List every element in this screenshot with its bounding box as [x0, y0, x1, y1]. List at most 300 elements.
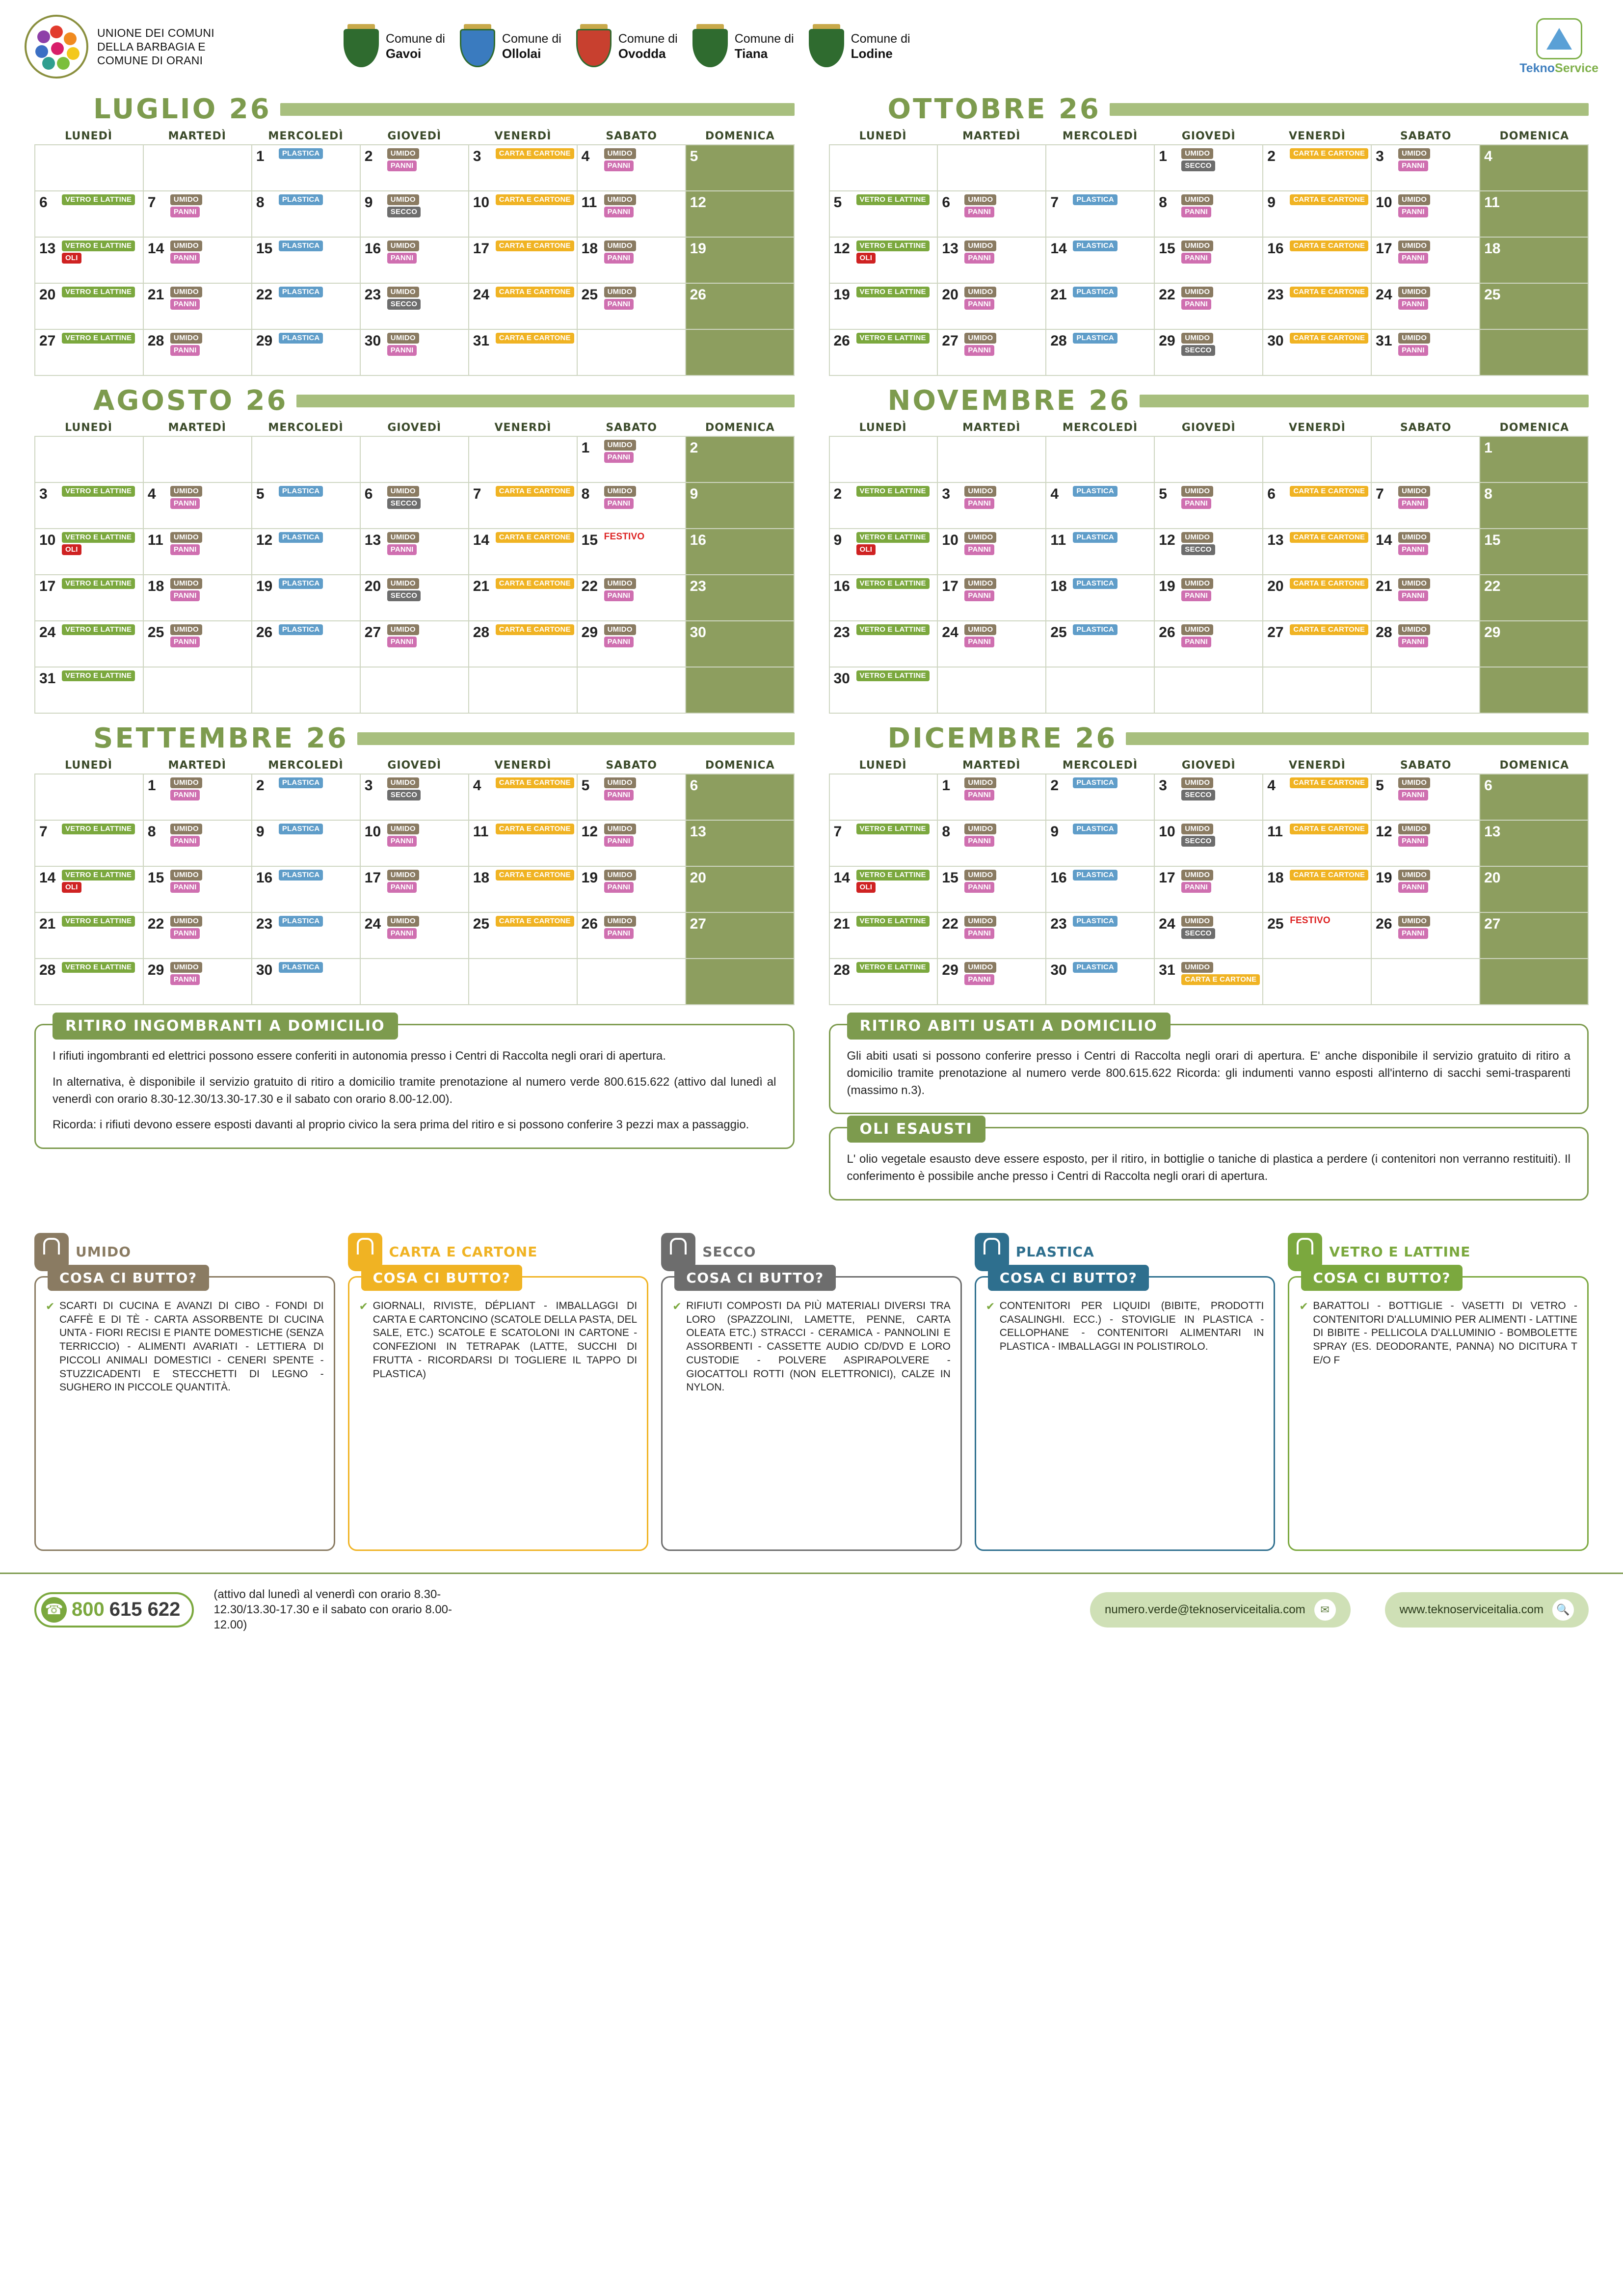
day-tags [170, 532, 249, 555]
day-number: 24 [942, 624, 958, 641]
day-number: 9 [256, 824, 265, 840]
day-tags [496, 240, 575, 251]
day-tags [279, 486, 358, 497]
day-cell [144, 238, 252, 284]
category-box-title: COSA CI BUTTO? [1301, 1265, 1463, 1291]
green-number[interactable] [34, 1592, 194, 1628]
weekday-2: MARTEDÌ [962, 422, 1021, 434]
waste-tag-vetro-e-lattine: VETRO E LATTINE [62, 870, 135, 881]
day-cell [1480, 284, 1589, 330]
day-number: 3 [1159, 777, 1167, 794]
day-cell [686, 238, 795, 284]
website-pill[interactable] [1385, 1592, 1589, 1628]
category-item: ✔ SCARTI DI CUCINA E AVANZI DI CIBO - FONDI DI CAFFÈ E DI TÈ - CARTA ASSORBENTE DI CUCINA UNTA - FIORI RECISI E PIANTE DOMESTICHE (SENZA TERRICCIO) - ALIMENTI AVARIATI - LETTIERA DI PICCOLI ANIMALI DOMESTICI - CENERI SPENTE - STUZZICADENTI E STECCHETTI DI LEGNO - SUGHERO IN PICCOLE QUANTITÀ. [46, 1299, 324, 1394]
waste-tag-panni: PANNI [387, 637, 417, 647]
day-cell [830, 867, 938, 913]
month-title: LUGLIO 26 [93, 93, 271, 125]
weekday-header [829, 422, 1589, 434]
waste-tag-carta-e-cartone: CARTA E CARTONE [1290, 148, 1368, 159]
day-tags [62, 670, 141, 681]
day-tags [387, 777, 466, 801]
comune-gavoi [344, 24, 445, 69]
waste-tag-secco: SECCO [387, 207, 421, 217]
day-cell [938, 575, 1046, 621]
weekday-7: DOMENICA [1499, 130, 1570, 142]
day-tags [604, 486, 683, 509]
day-number: 21 [1376, 578, 1392, 594]
day-tags [62, 962, 141, 973]
day-number: 26 [581, 916, 598, 932]
day-number: 15 [942, 870, 958, 886]
day-cell-empty [1263, 959, 1372, 1005]
waste-tag-panni: PANNI [1181, 882, 1211, 893]
day-tags [964, 824, 1043, 847]
day-number: 24 [39, 624, 56, 641]
day-cell [1372, 330, 1480, 376]
waste-tag-panni: PANNI [387, 160, 417, 171]
waste-tag-carta-e-cartone: CARTA E CARTONE [496, 532, 574, 543]
info-title: RITIRO INGOMBRANTI A DOMICILIO [53, 1013, 398, 1040]
waste-tag-umido: UMIDO [387, 624, 419, 635]
day-tags [1181, 486, 1260, 509]
day-cell [469, 774, 578, 821]
waste-tag-panni: PANNI [1398, 207, 1428, 217]
day-tags [604, 824, 683, 847]
day-cell-empty [469, 437, 578, 483]
day-number: 7 [1050, 194, 1059, 211]
day-cell [1155, 867, 1263, 913]
union-logo [25, 15, 329, 79]
waste-tag-umido: UMIDO [1181, 962, 1213, 973]
day-cell-empty [361, 437, 469, 483]
info-title: OLI ESAUSTI [847, 1116, 985, 1143]
waste-tag-plastica: PLASTICA [279, 824, 323, 834]
waste-tag-umido: UMIDO [604, 194, 636, 205]
weekday-7: DOMENICA [1499, 759, 1570, 772]
day-tags [1398, 777, 1477, 801]
day-cell [686, 575, 795, 621]
waste-tag-carta-e-cartone: CARTA E CARTONE [1290, 624, 1368, 635]
month-2 [829, 93, 1589, 376]
day-number: 7 [39, 824, 48, 840]
waste-tag-panni: PANNI [964, 974, 994, 985]
day-cell [1046, 913, 1155, 959]
day-cell [1480, 238, 1589, 284]
search-icon: 🔍 [1552, 1599, 1574, 1621]
day-number: 6 [364, 486, 373, 502]
day-cell [469, 330, 578, 376]
day-cell [1046, 959, 1155, 1005]
day-tags [1181, 148, 1260, 171]
day-tags [279, 333, 358, 344]
day-number: 30 [1267, 333, 1284, 349]
waste-tag-umido: UMIDO [170, 194, 202, 205]
day-cell [144, 913, 252, 959]
waste-tag-panni: PANNI [964, 299, 994, 310]
day-number: 11 [1484, 194, 1500, 211]
day-cell-empty [686, 330, 795, 376]
day-number: 13 [364, 532, 381, 548]
category-item: ✔ RIFIUTI COMPOSTI DA PIÙ MATERIALI DIVERSI TRA LORO (SPAZZOLINI, LAMETTE, PENNE, CARTA OLEATA ETC.) STRACCI - CERAMICA - PANNOLINI E ASSORBENTI - CASSETTE AUDIO CD/DVD E LORO CUSTODIE - POLVERE ASPIRAPOLVERE - GIOCATTOLI ROTTI (NON ELETTRONICI), CALZE IN NYLON. [672, 1299, 951, 1394]
day-number: 31 [473, 333, 490, 349]
day-tags [387, 532, 466, 555]
category-box [34, 1269, 335, 1551]
category-plastica [975, 1233, 1276, 1551]
day-cell [578, 191, 686, 238]
waste-tag-umido: UMIDO [387, 486, 419, 497]
day-cell [830, 529, 938, 575]
day-number: 28 [833, 962, 850, 978]
day-cell [1480, 913, 1589, 959]
day-number: 23 [1267, 287, 1284, 303]
day-number: 5 [690, 148, 698, 164]
waste-tag-plastica: PLASTICA [1073, 578, 1117, 589]
waste-tag-umido: UMIDO [1398, 287, 1430, 297]
day-cell [1480, 867, 1589, 913]
day-number: 26 [1159, 624, 1175, 641]
day-number: 20 [1484, 870, 1501, 886]
day-number: 14 [473, 532, 490, 548]
day-tags [1398, 240, 1477, 264]
day-cell [1155, 529, 1263, 575]
waste-tag-vetro-e-lattine: VETRO E LATTINE [856, 824, 930, 834]
weekday-7: DOMENICA [705, 759, 775, 772]
waste-tag-umido: UMIDO [964, 578, 996, 589]
info-paragraph: In alternativa, è disponibile il servizio gratuito di ritiro a domicilio tramite prenotazione al numero verde 800.615.622 (attivo dal lunedì al venerdì con orario 8.30-12.30/13.30-17.30 e il sabato con orario 8.00-12.00). [53, 1075, 776, 1106]
waste-tag-panni: PANNI [170, 299, 200, 310]
day-number: 29 [256, 333, 273, 349]
day-number: 1 [1159, 148, 1167, 164]
day-tags [1398, 624, 1477, 647]
day-tags [387, 486, 466, 509]
day-cell [1480, 145, 1589, 191]
waste-tag-umido: UMIDO [170, 486, 202, 497]
day-cell [144, 330, 252, 376]
day-number: 23 [690, 578, 706, 594]
weekday-header [829, 130, 1589, 142]
waste-tag-vetro-e-lattine: VETRO E LATTINE [856, 194, 930, 205]
day-cell [252, 913, 361, 959]
day-tags [604, 532, 683, 542]
day-tags [1181, 624, 1260, 647]
waste-tag-umido: UMIDO [1181, 916, 1213, 927]
waste-tag-umido: UMIDO [170, 824, 202, 834]
waste-tag-panni: PANNI [964, 637, 994, 647]
day-tags [387, 148, 466, 171]
waste-tag-panni: PANNI [170, 544, 200, 555]
waste-tag-vetro-e-lattine: VETRO E LATTINE [856, 870, 930, 881]
waste-tag-oli: OLI [856, 882, 876, 893]
day-tags [170, 916, 249, 939]
day-cell [830, 330, 938, 376]
waste-tag-carta-e-cartone: CARTA E CARTONE [496, 333, 574, 344]
page-header [0, 0, 1623, 88]
day-cell [361, 330, 469, 376]
waste-tag-umido: UMIDO [604, 777, 636, 788]
weekday-5: VENERDÌ [494, 422, 552, 434]
day-tags [604, 287, 683, 310]
weekday-3: MERCOLEDÌ [1062, 422, 1138, 434]
day-cell-empty [1046, 437, 1155, 483]
weekday-2: MARTEDÌ [962, 759, 1021, 772]
waste-tag-panni: PANNI [387, 928, 417, 939]
day-cell-empty [361, 959, 469, 1005]
comune-prefix: Comune di [386, 32, 445, 46]
day-tags [964, 578, 1043, 601]
day-tags [62, 916, 141, 927]
day-tags [604, 777, 683, 801]
waste-tag-umido: UMIDO [387, 287, 419, 297]
day-tags [387, 870, 466, 893]
waste-tag-umido: UMIDO [1398, 624, 1430, 635]
day-cell [469, 483, 578, 529]
day-tags [604, 624, 683, 647]
day-cell [1263, 191, 1372, 238]
waste-tag-plastica: PLASTICA [279, 287, 323, 297]
waste-tag-secco: SECCO [1181, 345, 1215, 356]
waste-tag-panni: PANNI [604, 637, 634, 647]
comune-ovodda [576, 24, 678, 69]
day-cell [1372, 575, 1480, 621]
waste-tag-panni: PANNI [170, 345, 200, 356]
day-number: 29 [581, 624, 598, 641]
day-cell [1155, 621, 1263, 667]
waste-tag-panni: PANNI [964, 836, 994, 847]
waste-tag-panni: PANNI [170, 928, 200, 939]
day-number: 8 [256, 194, 265, 211]
waste-tag-umido: UMIDO [387, 578, 419, 589]
waste-tag-panni: PANNI [1181, 299, 1211, 310]
day-number: 9 [1267, 194, 1276, 211]
day-cell [469, 238, 578, 284]
day-number: 14 [833, 870, 850, 886]
waste-tag-umido: UMIDO [1398, 532, 1430, 543]
day-number: 21 [473, 578, 490, 594]
day-number: 26 [690, 287, 706, 303]
day-tags [1290, 916, 1369, 926]
waste-tag-plastica: PLASTICA [279, 486, 323, 497]
day-cell [35, 191, 144, 238]
day-tags [1398, 486, 1477, 509]
day-cell [1155, 913, 1263, 959]
day-cell [830, 913, 938, 959]
day-number: 18 [473, 870, 490, 886]
day-cell [686, 284, 795, 330]
day-tags [279, 870, 358, 881]
day-number: 12 [256, 532, 273, 548]
day-number: 27 [39, 333, 56, 349]
day-tags [1398, 148, 1477, 171]
day-cell [252, 575, 361, 621]
day-tags [856, 532, 935, 555]
weekday-4: GIOVEDÌ [387, 422, 442, 434]
day-cell-empty [938, 145, 1046, 191]
crest-icon [692, 24, 728, 69]
waste-tag-plastica: PLASTICA [279, 240, 323, 251]
weekday-5: VENERDÌ [1289, 130, 1346, 142]
weekday-7: DOMENICA [705, 130, 775, 142]
weekday-2: MARTEDÌ [168, 422, 226, 434]
day-cell [35, 913, 144, 959]
day-cell [830, 667, 938, 714]
day-tags [170, 624, 249, 647]
weekday-header [829, 759, 1589, 772]
waste-tag-plastica: PLASTICA [1073, 240, 1117, 251]
waste-tag-panni: PANNI [964, 207, 994, 217]
day-tags [604, 194, 683, 217]
waste-tag-panni: PANNI [1398, 928, 1428, 939]
day-cell [144, 821, 252, 867]
day-number: 19 [256, 578, 273, 594]
day-number: 11 [1050, 532, 1066, 548]
day-cell [830, 483, 938, 529]
day-number: 20 [942, 287, 958, 303]
day-tags [856, 624, 935, 635]
day-cell [938, 238, 1046, 284]
day-number: 11 [581, 194, 597, 211]
waste-tag-vetro-e-lattine: VETRO E LATTINE [62, 194, 135, 205]
day-tags [964, 194, 1043, 217]
day-number: 16 [1267, 240, 1284, 257]
day-tags [1290, 578, 1369, 589]
day-cell-empty [1046, 145, 1155, 191]
day-number: 22 [256, 287, 273, 303]
day-tags [62, 578, 141, 589]
comune-prefix: Comune di [734, 32, 794, 46]
day-cell [252, 959, 361, 1005]
day-cell-empty [830, 437, 938, 483]
day-cell [1155, 330, 1263, 376]
day-cell-empty [469, 667, 578, 714]
day-tags [170, 578, 249, 601]
waste-tag-umido: UMIDO [387, 333, 419, 344]
day-tags [279, 194, 358, 205]
day-cell [578, 483, 686, 529]
day-cell [144, 959, 252, 1005]
union-line-1: UNIONE DEI COMUNI [97, 26, 214, 39]
waste-tag-plastica: PLASTICA [279, 532, 323, 543]
day-cell [361, 483, 469, 529]
day-tags [1290, 333, 1369, 344]
day-tags [496, 148, 575, 159]
waste-tag-umido: UMIDO [604, 578, 636, 589]
waste-tag-panni: PANNI [604, 836, 634, 847]
waste-tag-umido: UMIDO [604, 624, 636, 635]
day-cell [938, 483, 1046, 529]
waste-tag-plastica: PLASTICA [1073, 287, 1117, 297]
info-title: RITIRO ABITI USATI A DOMICILIO [847, 1013, 1171, 1040]
month-6 [829, 722, 1589, 1005]
waste-tag-umido: UMIDO [170, 240, 202, 251]
weekday-6: SABATO [606, 759, 657, 772]
day-number: 6 [690, 777, 698, 794]
month-5 [34, 722, 795, 1005]
waste-tag-panni: PANNI [604, 160, 634, 171]
day-number: 4 [581, 148, 590, 164]
day-number: 7 [1376, 486, 1384, 502]
email-pill[interactable] [1090, 1592, 1351, 1628]
waste-tag-umido: UMIDO [170, 962, 202, 973]
day-cell [35, 238, 144, 284]
day-cell [1372, 621, 1480, 667]
day-number: 7 [833, 824, 842, 840]
day-tags [1073, 333, 1152, 344]
day-number: 28 [39, 962, 56, 978]
day-cell-empty [1480, 667, 1589, 714]
day-cell [361, 284, 469, 330]
category-item-list [986, 1299, 1264, 1354]
comune-ollolai [460, 24, 561, 69]
day-number: 9 [690, 486, 698, 502]
day-cell [252, 621, 361, 667]
day-number: 2 [1267, 148, 1276, 164]
day-number: 20 [364, 578, 381, 594]
waste-tag-vetro-e-lattine: VETRO E LATTINE [62, 532, 135, 543]
union-line-3: COMUNE DI ORANI [97, 54, 203, 67]
day-cell [830, 821, 938, 867]
day-cell [1480, 821, 1589, 867]
day-tags [279, 624, 358, 635]
day-number: 28 [1376, 624, 1392, 641]
day-number: 28 [473, 624, 490, 641]
day-tags [1181, 240, 1260, 264]
day-cell [938, 621, 1046, 667]
phone-number: 615 622 [109, 1599, 181, 1621]
day-cell [361, 774, 469, 821]
day-number: 30 [256, 962, 273, 978]
day-cell [938, 867, 1046, 913]
day-cell-empty [252, 667, 361, 714]
day-tags [1073, 962, 1152, 973]
waste-tag-umido: UMIDO [604, 916, 636, 927]
day-tags [1290, 824, 1369, 834]
day-cell [252, 821, 361, 867]
waste-tag-plastica: PLASTICA [1073, 532, 1117, 543]
day-number: 20 [1267, 578, 1284, 594]
day-cell [469, 191, 578, 238]
category-box [975, 1269, 1276, 1551]
weekday-header [34, 130, 795, 142]
day-cell [1155, 483, 1263, 529]
day-tags [387, 240, 466, 264]
waste-tag-umido: UMIDO [604, 870, 636, 881]
day-tags [1181, 333, 1260, 356]
day-number: 6 [1267, 486, 1276, 502]
day-cell [252, 330, 361, 376]
waste-tag-oli: OLI [62, 882, 81, 893]
day-tags [964, 962, 1043, 985]
waste-tag-carta-e-cartone: CARTA E CARTONE [1181, 974, 1260, 985]
day-cell [1263, 575, 1372, 621]
category-name: SECCO [702, 1244, 756, 1260]
day-tags [604, 578, 683, 601]
day-cell [1046, 238, 1155, 284]
day-tags [1398, 824, 1477, 847]
waste-tag-secco: SECCO [1181, 836, 1215, 847]
day-number: 6 [942, 194, 951, 211]
day-number: 28 [147, 333, 164, 349]
day-number: 5 [581, 777, 590, 794]
day-cell [1480, 437, 1589, 483]
waste-tag-umido: UMIDO [964, 194, 996, 205]
waste-tag-panni: PANNI [387, 345, 417, 356]
day-cell [578, 145, 686, 191]
day-number: 1 [1484, 440, 1492, 456]
comune-prefix: Comune di [851, 32, 910, 46]
day-number: 11 [1267, 824, 1283, 840]
waste-tag-vetro-e-lattine: VETRO E LATTINE [856, 670, 930, 681]
day-cell [361, 238, 469, 284]
